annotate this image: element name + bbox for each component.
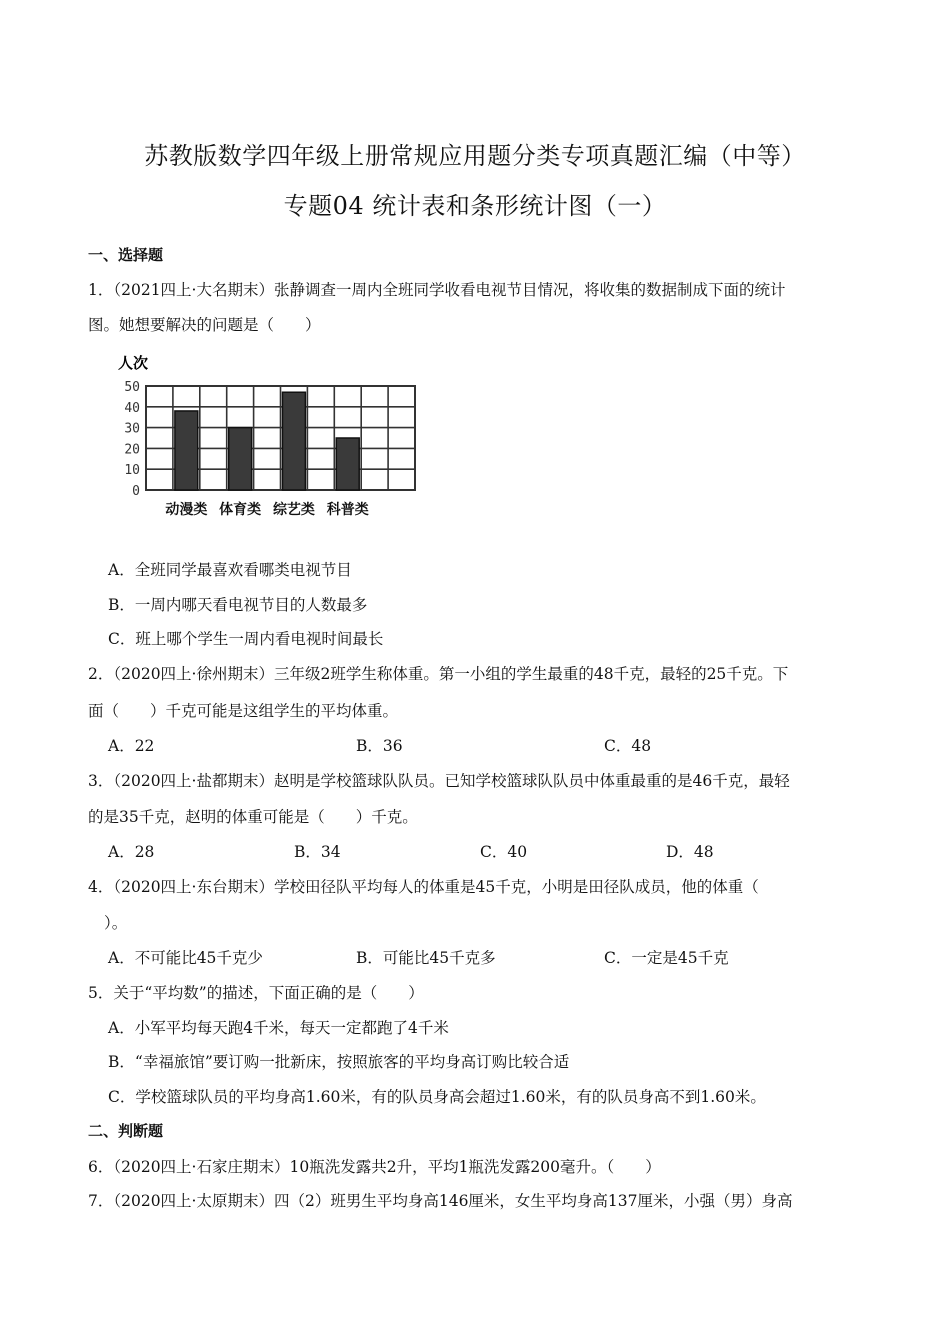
chart-x-label-4: 科普类 [326, 502, 369, 518]
question-1-text: 1．（2021四上·大名期末）张静调查一周内全班同学收看电视节目情况，将收集的数据制成下面的统计 [88, 281, 786, 299]
chart-x-label-3: 综艺类 [272, 502, 315, 518]
question-1-option-c[interactable]: C．班上哪个学生一周内看电视时间最长 [108, 630, 384, 648]
question-4-text-cont: ）。 [104, 914, 128, 932]
tv-program-bar-chart [108, 348, 428, 528]
chart-x-labels [165, 501, 368, 518]
question-3-option-a[interactable]: A．28 [108, 843, 155, 861]
chart-y-tick-label: 40 [124, 400, 140, 416]
question-2-option-a[interactable]: A．22 [108, 737, 155, 755]
question-3-option-b[interactable]: B．34 [294, 843, 341, 861]
question-3-text: 3．（2020四上·盐都期末）赵明是学校篮球队队员。已知学校篮球队队员中体重最重的是46千克，最轻 [88, 772, 790, 790]
question-2-text-cont: 面（ ）千克可能是这组学生的平均体重。 [88, 702, 399, 720]
question-1-option-a[interactable]: A．全班同学最喜欢看哪类电视节目 [108, 561, 352, 579]
chart-y-tick-label: 20 [124, 442, 140, 458]
question-4-option-c[interactable]: C．一定是45千克 [604, 949, 729, 967]
question-2-option-b[interactable]: B．36 [356, 737, 403, 755]
question-4-text: 4．（2020四上·东台期末）学校田径队平均每人的体重是45千克，小明是田径队成员，他的体重（ [88, 878, 759, 896]
question-7-text: 7．（2020四上·太原期末）四（2）班男生平均身高146厘米，女生平均身高137厘米，小强（男）身高 [88, 1192, 793, 1210]
question-3-option-c[interactable]: C．40 [480, 843, 528, 861]
question-4-option-a[interactable]: A．不可能比45千克少 [108, 949, 263, 967]
chart-y-tick-label: 0 [132, 484, 140, 499]
chart-y-tick-label: 30 [124, 421, 140, 437]
question-6-text: 6．（2020四上·石家庄期末）10瓶洗发露共2升，平均1瓶洗发露200毫升。（ ） [88, 1158, 661, 1176]
page-subtitle: 专题04 统计表和条形统计图（一） [283, 192, 667, 220]
question-3-text-cont: 的是35千克，赵明的体重可能是（ ）千克。 [88, 808, 418, 826]
chart-bar-2 [229, 428, 252, 490]
section-heading-judge: 二、判断题 [88, 1122, 164, 1140]
question-2-text: 2．（2020四上·徐州期末）三年级2班学生称体重。第一小组的学生最重的48千克，最轻的25千克。下 [88, 665, 789, 683]
chart-y-tick-label: 10 [124, 463, 140, 479]
chart-y-tick-label: 50 [124, 380, 140, 395]
chart-bar-4 [336, 438, 359, 490]
chart-y-axis-label: 人次 [118, 354, 149, 372]
chart-y-ticks [124, 380, 140, 499]
section-heading-choice: 一、选择题 [88, 246, 164, 264]
question-2-option-c[interactable]: C．48 [604, 737, 652, 755]
question-5-option-b[interactable]: B．“幸福旅馆”要订购一批新床，按照旅客的平均身高订购比较合适 [108, 1053, 570, 1071]
question-3-option-d[interactable]: D．48 [666, 843, 714, 861]
bar-chart-svg [108, 348, 428, 528]
page-title: 苏教版数学四年级上册常规应用题分类专项真题汇编（中等） [144, 142, 806, 170]
question-5-option-c[interactable]: C．学校篮球队员的平均身高1.60米，有的队员身高会超过1.60米，有的队员身高不到1.60米。 [108, 1088, 766, 1106]
chart-bar-3 [283, 392, 306, 490]
question-5-option-a[interactable]: A．小军平均每天跑4千米，每天一定都跑了4千米 [108, 1019, 449, 1037]
chart-bar-1 [175, 411, 198, 490]
question-1-option-b[interactable]: B．一周内哪天看电视节目的人数最多 [108, 596, 368, 614]
question-4-option-b[interactable]: B．可能比45千克多 [356, 949, 496, 967]
question-5-text: 5．关于“平均数”的描述，下面正确的是（ ） [88, 984, 424, 1002]
chart-x-label-2: 体育类 [219, 502, 262, 518]
question-1-text-cont: 图。她想要解决的问题是（ ） [88, 316, 321, 334]
chart-x-label-1: 动漫类 [165, 502, 208, 518]
